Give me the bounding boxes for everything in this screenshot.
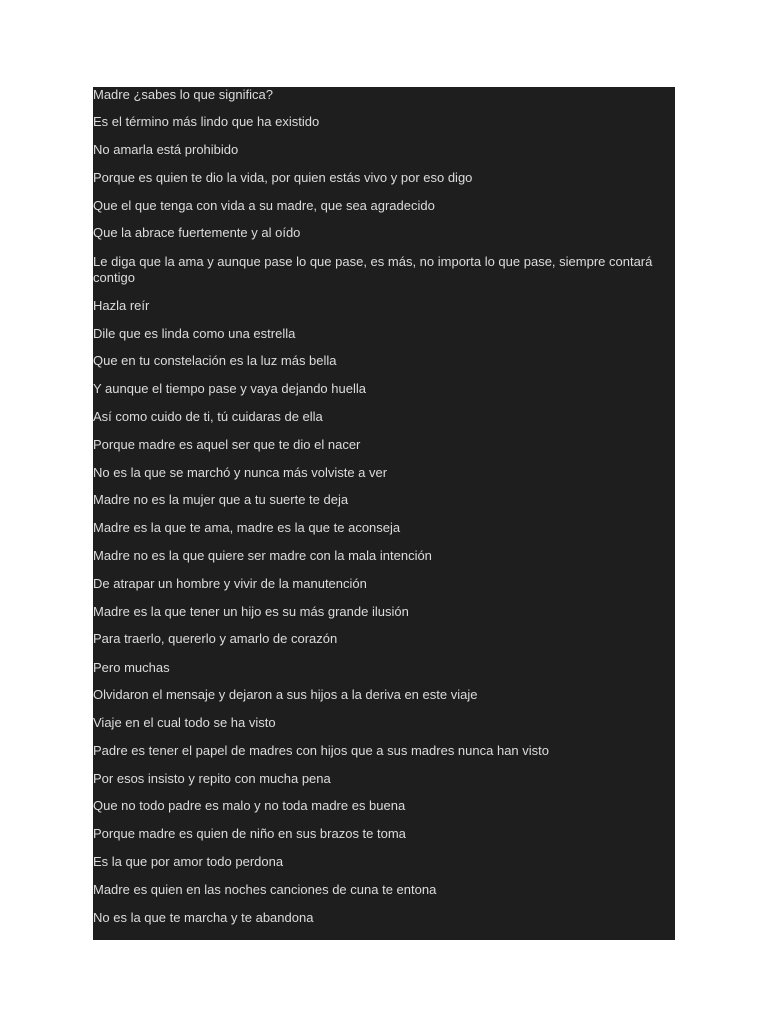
- poem-line: Que en tu constelación es la luz más bella: [93, 353, 337, 368]
- poem-line: Porque madre es quien de niño en sus brazos te toma: [93, 826, 406, 841]
- poem-line: Porque madre es aquel ser que te dio el nacer: [93, 437, 361, 452]
- poem-line: De atrapar un hombre y vivir de la manutención: [93, 576, 367, 591]
- poem-line: Madre no es la mujer que a tu suerte te deja: [93, 492, 349, 507]
- poem-line: Que el que tenga con vida a su madre, que sea agradecido: [93, 198, 435, 213]
- poem-line: Es la que por amor todo perdona: [93, 854, 284, 869]
- poem-line: Hazla reír: [93, 298, 150, 313]
- poem-line: Madre es la que tener un hijo es su más grande ilusión: [93, 604, 409, 619]
- poem-line: Es el término más lindo que ha existido: [93, 114, 320, 129]
- poem-line: No es la que te marcha y te abandona: [93, 910, 314, 925]
- poem-line: Le diga que la ama y aunque pase lo que pase, es más, no importa lo que pase, siempre contará contigo: [93, 254, 653, 285]
- poem-line: No es la que se marchó y nunca más volviste a ver: [93, 465, 388, 480]
- poem-line: Así como cuido de ti, tú cuidaras de ella: [93, 409, 323, 424]
- poem-line: No amarla está prohibido: [93, 142, 239, 157]
- poem-line: Pero muchas: [93, 660, 170, 675]
- poem-line: Dile que es linda como una estrella: [93, 326, 296, 341]
- poem-line: Que no todo padre es malo y no toda madre es buena: [93, 798, 406, 813]
- poem-line: Olvidaron el mensaje y dejaron a sus hijos a la deriva en este viaje: [93, 687, 478, 702]
- poem-line: Madre es quien en las noches canciones de cuna te entona: [93, 882, 437, 897]
- poem-line: Viaje en el cual todo se ha visto: [93, 715, 276, 730]
- poem-line: Madre no es la que quiere ser madre con la mala intención: [93, 548, 432, 563]
- poem-line: Por esos insisto y repito con mucha pena: [93, 771, 331, 786]
- poem-line: Madre es la que te ama, madre es la que te aconseja: [93, 520, 401, 535]
- poem-line: Madre ¿sabes lo que significa?: [93, 87, 273, 102]
- poem-line: Porque es quien te dio la vida, por quien estás vivo y por eso digo: [93, 170, 473, 185]
- poem-line: Padre es tener el papel de madres con hijos que a sus madres nunca han visto: [93, 743, 549, 758]
- poem-line: Para traerlo, quererlo y amarlo de corazón: [93, 631, 338, 646]
- poem-line: Y aunque el tiempo pase y vaya dejando huella: [93, 381, 366, 396]
- document-page: [93, 87, 675, 940]
- poem-line: Que la abrace fuertemente y al oído: [93, 225, 301, 240]
